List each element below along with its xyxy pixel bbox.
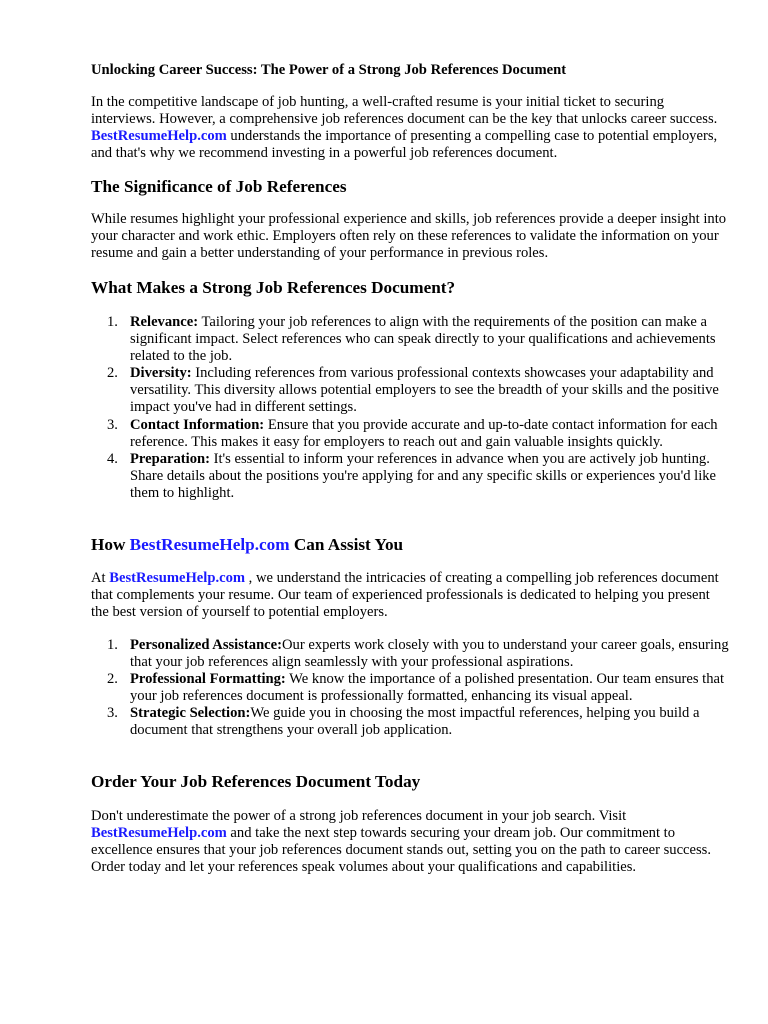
list-item-text: Our experts work closely with you to understand your career goals, ensuring that your job references align seamlessly with your professional aspirations. [130,637,729,671]
list-item-term: Preparation: [130,450,210,467]
list-item-text: We know the importance of a polished presentation. Our team ensures that your job references document is professionally formatted, enhancing its visual appeal. [130,671,725,705]
list-item [91,451,731,502]
assist-heading-end: Can Assist You [289,535,404,554]
order-paragraph [91,808,731,876]
assist-heading [91,535,403,555]
list-item [91,365,731,416]
significance-paragraph: While resumes highlight your professional experience and skills, job references provide a deeper insight into your character and work ethic. Employers often rely on these references to validate the information on your resume and gain a better understanding of your performance in previous roles. [91,211,727,262]
intro-text-end: understands the importance of presenting a compelling case to potential employers, and that's why we recommend investing in a powerful job references document. [91,128,718,162]
list-item [91,314,731,365]
list-item-number: 3. [107,705,118,722]
order-text-end: and take the next step towards securing your dream job. Our commitment to excellence ensures that your job references document stands out, setting you on the path to career success. Order today and let your references speak volumes about your qualifications and capabilities. [91,825,712,876]
list-item-number: 3. [107,416,118,433]
list-item-text: We guide you in choosing the most impactful references, helping you build a document that strengthens your overall job application. [130,705,700,739]
strong-document-heading: What Makes a Strong Job References Document? [91,278,456,297]
order-heading: Order Your Job References Document Today [91,772,421,791]
list-item [91,671,731,705]
assist-heading-start: How [91,535,130,554]
list-item-term: Strategic Selection: [130,705,251,722]
list-item-text: Including references from various professional contexts showcases your adaptability and versatility. This diversity allows potential employers to see the breadth of your skills and the positive impact you've had in different settings. [130,365,719,416]
significance-heading: The Significance of Job References [91,177,347,196]
strong-document-list [91,314,731,502]
list-item-term: Professional Formatting: [130,671,286,688]
assist-text-start: At [91,570,110,586]
intro-site-link[interactable]: BestResumeHelp.com [91,128,227,145]
list-item [91,417,731,451]
assist-site-link[interactable]: BestResumeHelp.com [109,570,246,586]
order-text-start: Don't underestimate the power of a strong job references document in your job search. Visit [91,808,627,824]
list-item-text: Ensure that you provide accurate and up-to-date contact information for each reference. This makes it easy for employers to reach out and gain valuable insights quickly. [130,416,718,450]
assist-heading-site-link[interactable]: BestResumeHelp.com [129,535,290,554]
list-item-term: Diversity: [130,365,192,382]
intro-text-start: In the competitive landscape of job hunting, a well-crafted resume is your initial ticket to securing interviews. However, a comprehensive job references document can be the key that unlocks career success. [91,94,718,128]
list-item-text: Tailoring your job references to align with the requirements of the position can make a significant impact. Select references who can speak directly to your qualifications and achievements related to the job. [130,314,716,365]
list-item-number: 1. [107,637,118,653]
assist-list [91,637,731,740]
document-title: Unlocking Career Success: The Power of a Strong Job References Document [91,62,567,78]
list-item-term: Relevance: [130,314,199,330]
list-item-term: Personalized Assistance: [130,637,283,653]
list-item [91,637,731,671]
list-item-number: 2. [107,365,118,382]
list-item-number: 2. [107,671,118,688]
list-item [91,705,731,739]
list-item-term: Contact Information: [130,416,265,433]
list-item-text: It's essential to inform your references in advance when you are actively job hunting. Share details about the positions you're applying for and any specific skills or experiences you'd like them to highlight. [130,450,717,501]
list-item-number: 4. [107,450,118,467]
assist-paragraph [91,570,731,621]
assist-text-end: , we understand the intricacies of creating a compelling job references document that complements your resume. Our team of experienced professionals is dedicated to helping you present the best version of yourself to potential employers. [91,570,719,621]
intro-paragraph [91,94,731,162]
list-item-number: 1. [107,314,118,330]
order-site-link[interactable]: BestResumeHelp.com [91,825,227,842]
